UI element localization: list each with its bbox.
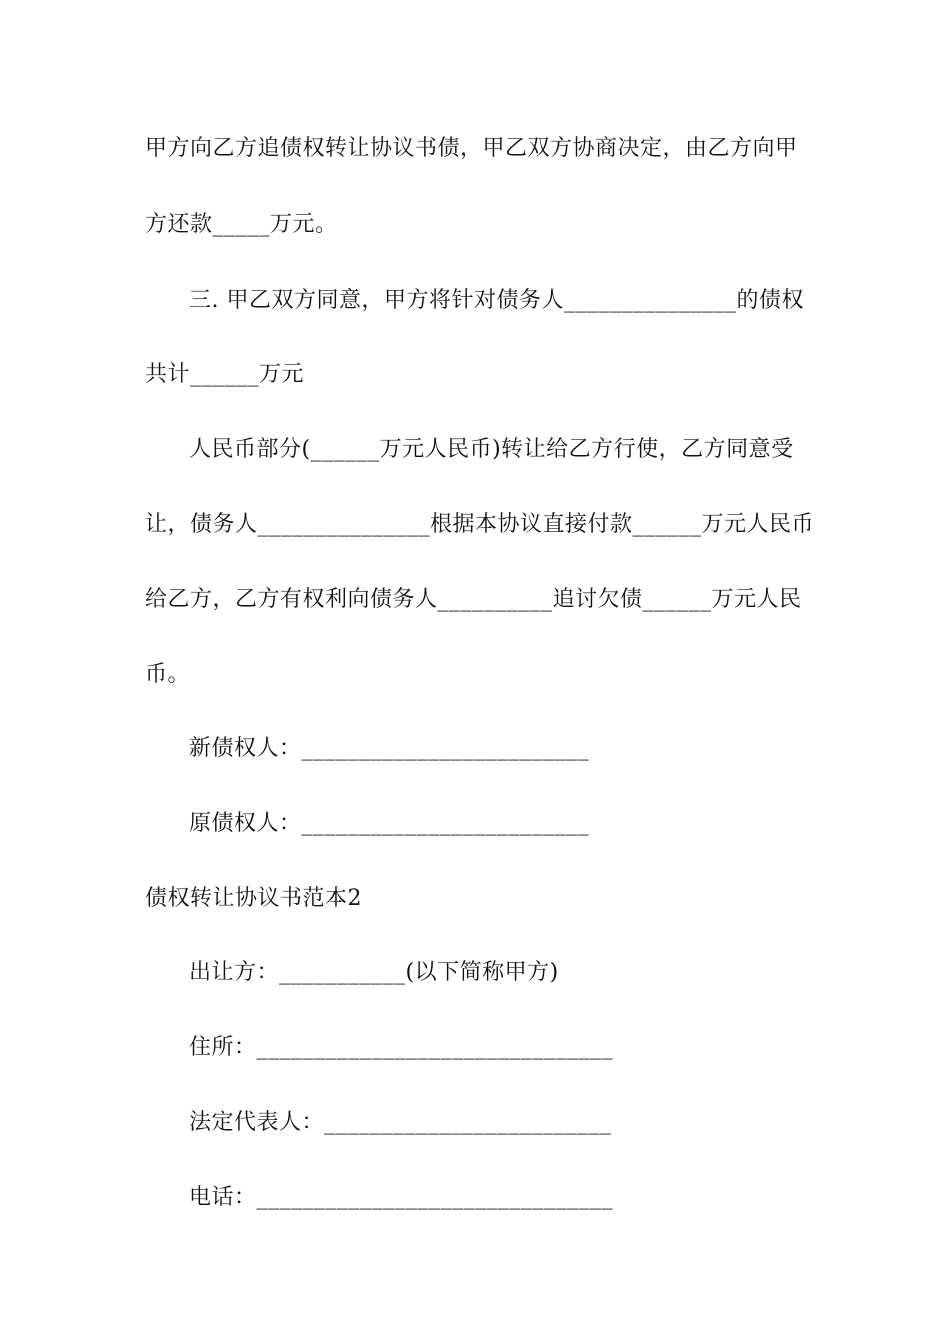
address-field: 住所：_______________________________ <box>189 1035 614 1060</box>
paragraph-rmb-line-2: 让，债务人_______________根据本协议直接付款______万元人民币 <box>145 512 815 537</box>
paragraph-line-2: 方还款_____万元。 <box>145 212 338 237</box>
new-creditor-field: 新债权人：_________________________ <box>189 736 590 761</box>
legal-representative-field: 法定代表人：_________________________ <box>189 1110 612 1135</box>
paragraph-line-1: 甲方向乙方追债权转让协议书债，甲乙双方协商决定，由乙方向甲 <box>145 136 798 161</box>
clause-three-line-2: 共计______万元 <box>145 362 305 387</box>
paragraph-rmb-line-1: 人民币部分(______万元人民币)转让给乙方行使，乙方同意受 <box>189 437 794 462</box>
phone-field: 电话：_______________________________ <box>189 1185 614 1210</box>
clause-three-line-1: 三. 甲乙双方同意，甲方将针对债务人_______________的债权 <box>189 288 804 313</box>
assignor-field: 出让方：___________(以下简称甲方) <box>189 960 559 985</box>
original-creditor-field: 原债权人：_________________________ <box>189 811 590 836</box>
paragraph-rmb-line-4: 币。 <box>145 662 191 687</box>
section-title: 债权转让协议书范本2 <box>145 886 362 911</box>
paragraph-rmb-line-3: 给乙方，乙方有权利向债务人__________追讨欠债______万元人民 <box>145 587 802 612</box>
